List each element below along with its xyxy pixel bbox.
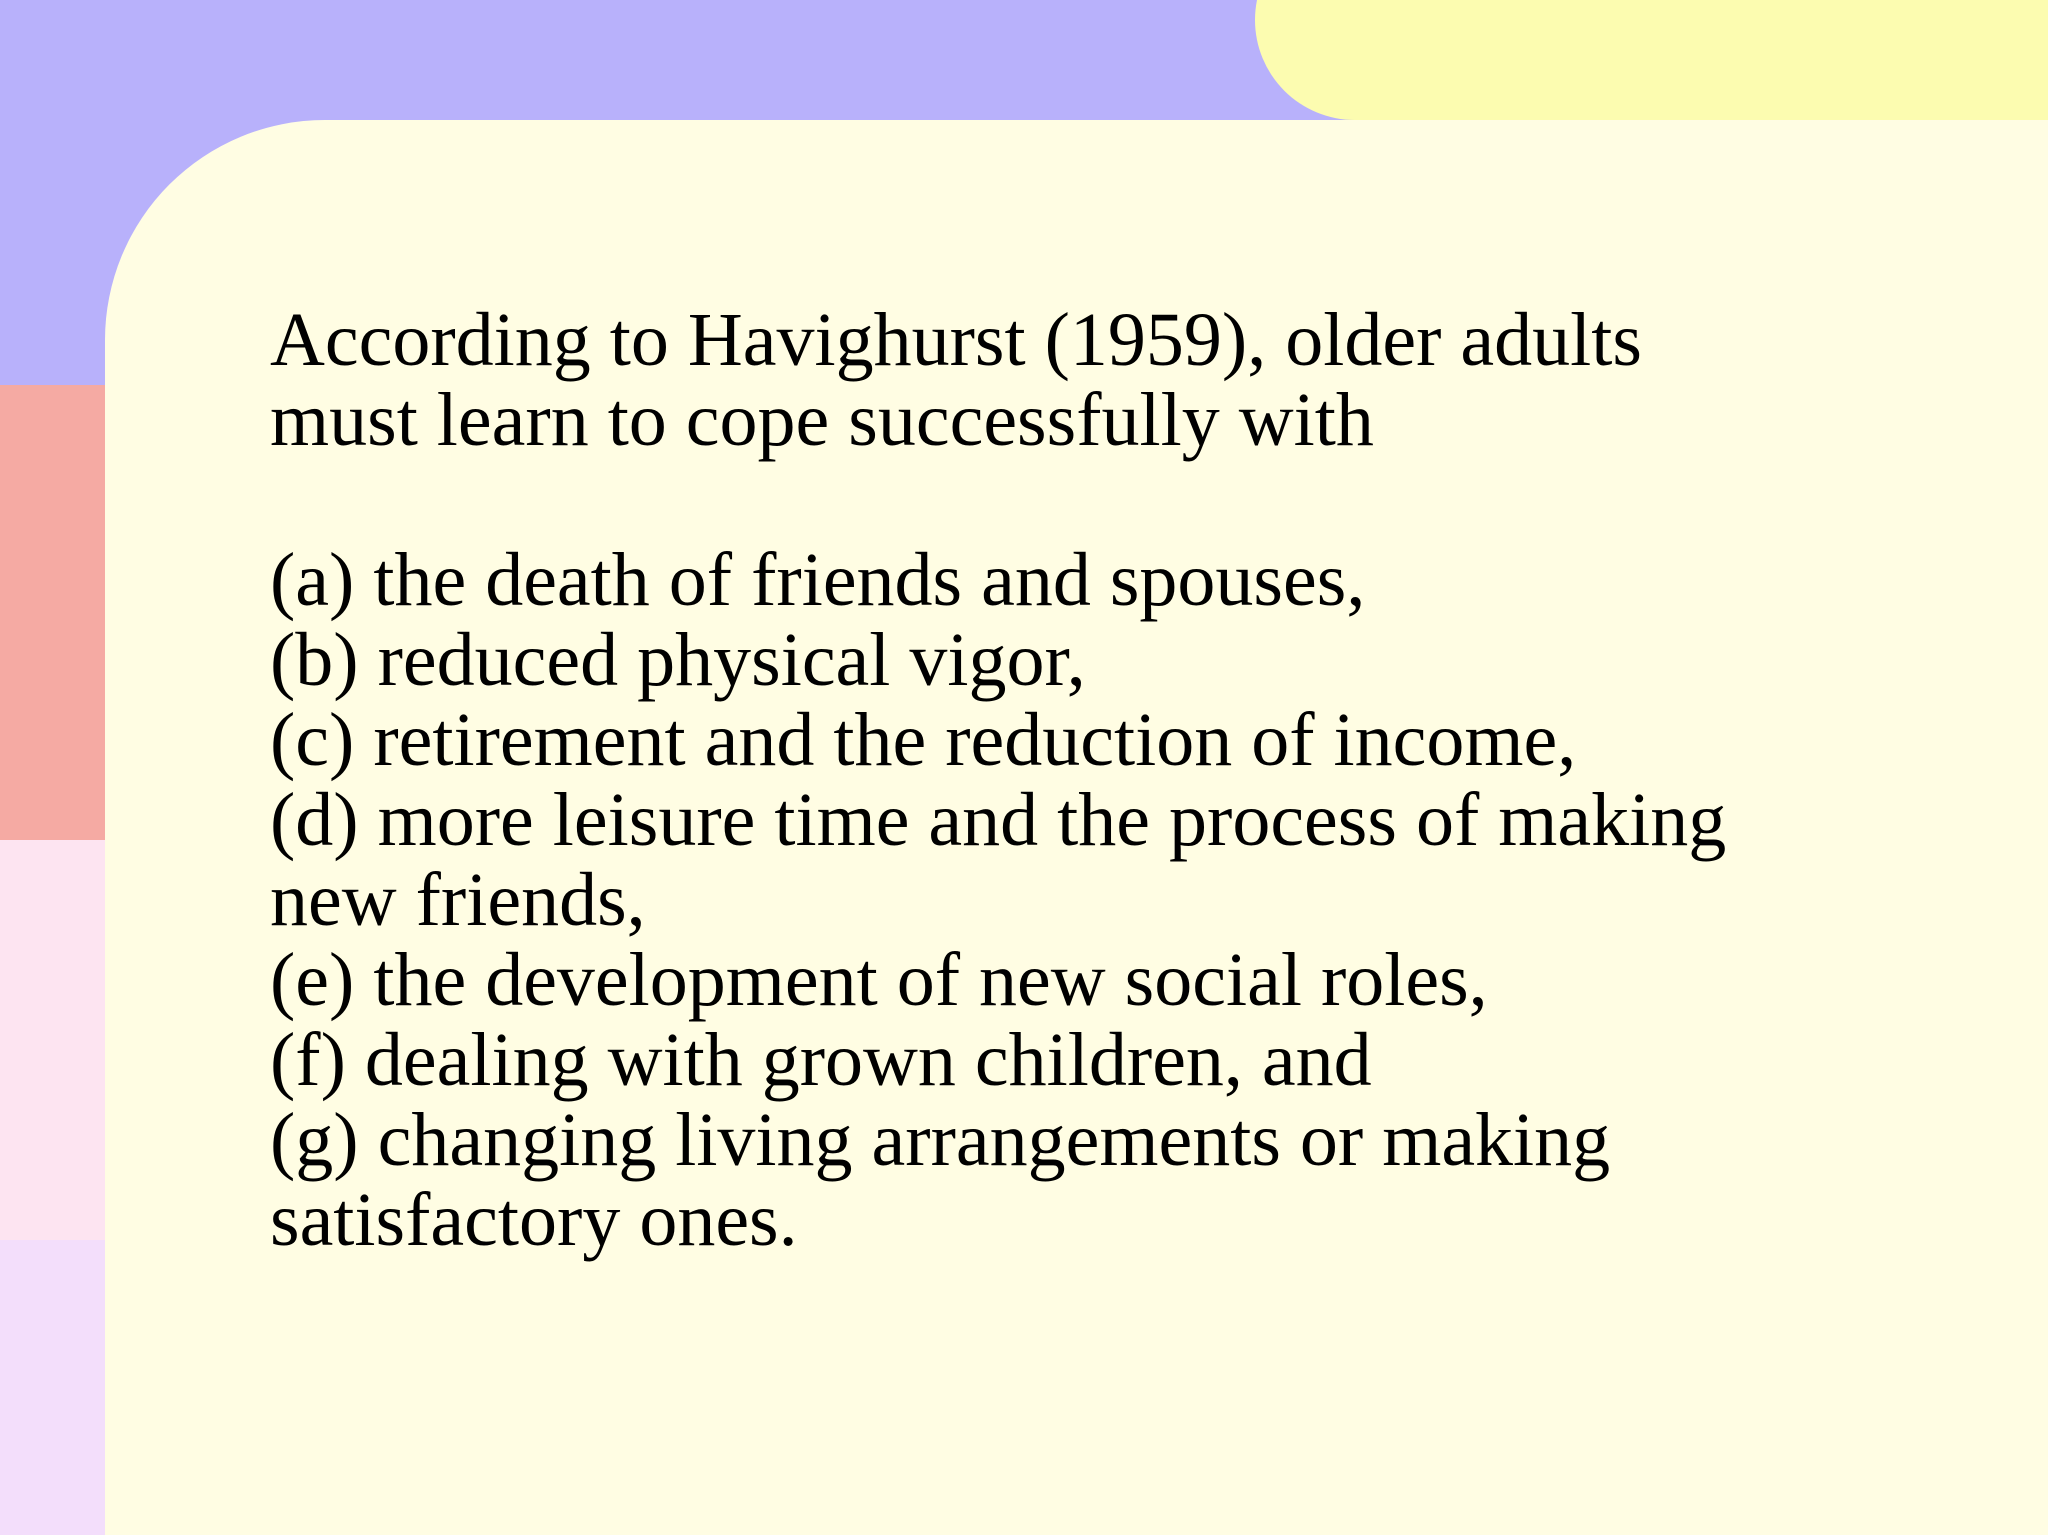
list-item-c: (c) retirement and the reduction of income, <box>270 698 1577 782</box>
list-item-b: (b) reduced physical vigor, <box>270 618 1086 702</box>
list-item-a: (a) the death of friends and spouses, <box>270 538 1366 622</box>
intro-text: According to Havighurst (1959), older adults must learn to cope successfully with <box>270 298 1642 462</box>
list-item-f: (f) dealing with grown children, and <box>270 1018 1372 1102</box>
slide-body <box>270 300 1970 1260</box>
list-item-d: (d) more leisure time and the process of making new friends, <box>270 778 1727 942</box>
list-item-e: (e) the development of new social roles, <box>270 938 1488 1022</box>
background-yellow-blob <box>1255 0 2048 120</box>
list-item-g: (g) changing living arrangements or making satisfactory ones. <box>270 1098 1611 1262</box>
